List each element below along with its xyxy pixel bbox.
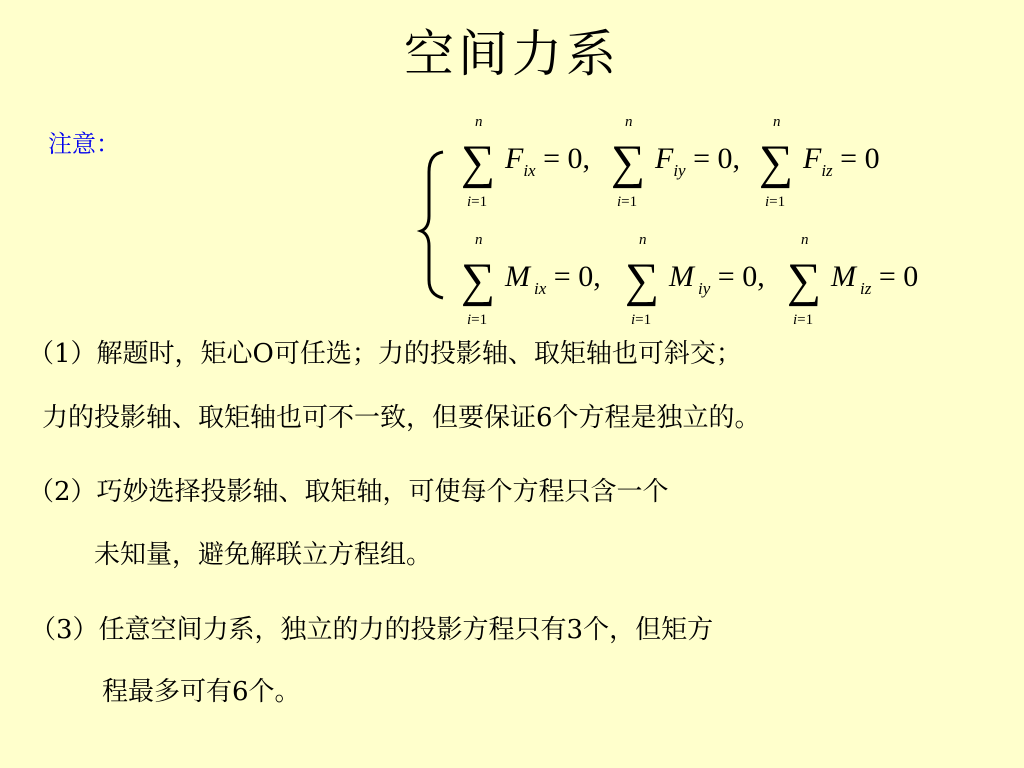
svg-text:n: n [639, 232, 647, 248]
sum-upper-limit: n [475, 114, 483, 130]
svg-text:i=1: i=1 [765, 194, 786, 210]
svg-text:∑: ∑ [625, 254, 660, 307]
moment-y-term: M $_{iy}$ = 0, [669, 260, 765, 298]
svg-text:i=1: i=1 [617, 194, 638, 210]
point-3-line-1: （3）任意空间力系，独立的力的投影方程只有3个，但矩方 [30, 615, 714, 645]
moment-equations-row [461, 232, 918, 328]
slide-title: 空间力系 [404, 25, 620, 83]
sum-symbol: ∑ [461, 136, 496, 189]
svg-text:i=1: i=1 [631, 312, 652, 328]
sum-lower-limit: i=1 [467, 194, 488, 210]
point-1-line-1: （1）解题时，矩心O可任选；力的投影轴、取矩轴也可斜交； [28, 339, 742, 369]
svg-text:n: n [625, 114, 633, 130]
force-z-term: $F_{iz} = 0$ [803, 142, 880, 180]
svg-text:i=1: i=1 [467, 312, 488, 328]
svg-text:n: n [475, 232, 483, 248]
svg-text:∑: ∑ [787, 254, 822, 307]
svg-text:∑: ∑ [759, 136, 794, 189]
equation-system [415, 110, 975, 335]
left-brace [421, 152, 443, 298]
moment-x-term: M $_{ix}$ = 0, [505, 260, 601, 298]
note-label: 注意： [48, 130, 120, 158]
point-2-line-2: 未知量，避免解联立方程组。 [94, 540, 433, 570]
svg-text:n: n [801, 232, 809, 248]
point-2-line-1: （2）巧妙选择投影轴、取矩轴，可使每个方程只含一个 [28, 477, 669, 507]
svg-text:∑: ∑ [461, 254, 496, 307]
point-3-line-2: 程最多可有6个。 [102, 677, 301, 707]
force-x-term: $F_{ix} = 0$, [505, 142, 591, 180]
force-y-term: $F_{iy} = 0$, [655, 142, 741, 180]
svg-text:n: n [773, 114, 781, 130]
force-equations-row [461, 114, 880, 210]
svg-text:i=1: i=1 [793, 312, 814, 328]
svg-text:∑: ∑ [611, 136, 646, 189]
point-1-line-2: 力的投影轴、取矩轴也可不一致，但要保证6个方程是独立的。 [42, 403, 761, 433]
moment-z-term: M $_{iz}$ = 0 [831, 260, 919, 298]
equilibrium-equations [415, 110, 975, 335]
